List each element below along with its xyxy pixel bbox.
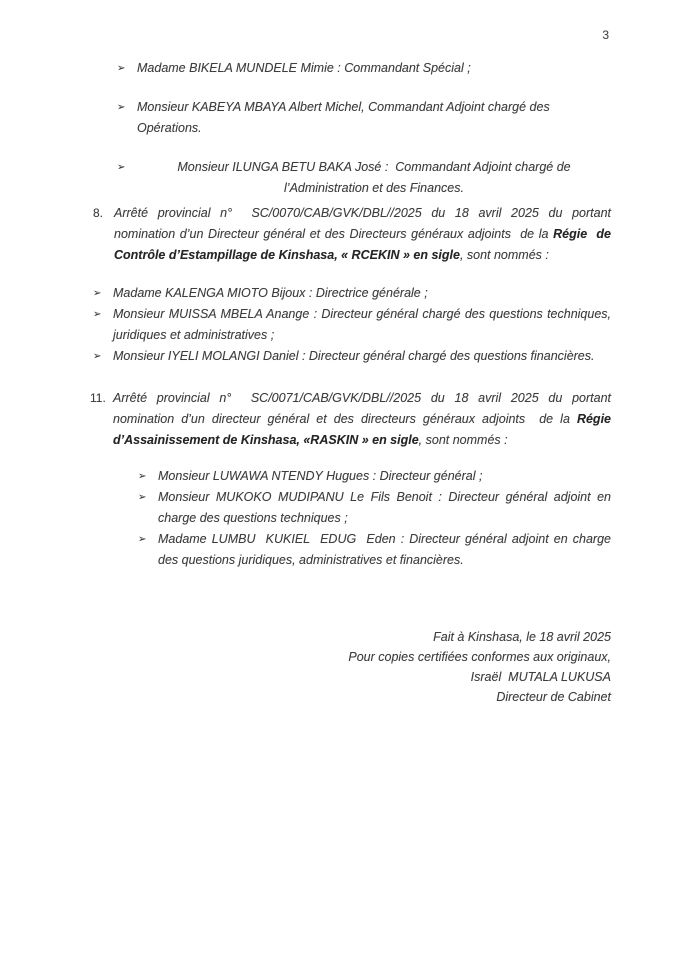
arrow-bullet-icon: ➢ <box>138 471 147 482</box>
section-11 <box>90 388 615 571</box>
arrow-bullet-icon: ➢ <box>93 309 102 320</box>
bullet-text: Monsieur KABEYA MBAYA Albert Michel, Commandant Adjoint chargé des Opérations. <box>137 100 554 135</box>
bullet-text: Monsieur MUISSA MBELA Anange : Directeur général chargé des questions techniques, juridiques et administratives ; <box>113 307 615 342</box>
closing-signatory-title: Directeur de Cabinet <box>496 690 611 704</box>
bullet-item <box>93 304 615 346</box>
section-8-paragraph <box>93 203 615 266</box>
closing-certification-line: Pour copies certifiées conformes aux originaux, <box>348 650 611 664</box>
section-8 <box>93 203 615 367</box>
bullet-item <box>93 283 611 304</box>
arrow-bullet-icon: ➢ <box>138 534 147 545</box>
section-11-list <box>138 466 615 571</box>
bullet-text: Monsieur ILUNGA BETU BAKA José : Commandant Adjoint chargé de l’Administration et des Finances. <box>177 160 575 195</box>
paragraph-text-bold: Régie d’Assainissement de Kinshasa, «RASKIN » en sigle <box>113 412 615 447</box>
bullet-item <box>138 487 615 529</box>
bullet-text: Monsieur LUWAWA NTENDY Hugues : Directeur général ; <box>158 469 483 483</box>
page-number: 3 <box>602 28 609 42</box>
bullet-text: Monsieur IYELI MOLANGI Daniel : Directeur général chargé des questions financières. <box>113 349 595 363</box>
bullet-item <box>138 529 615 571</box>
bullet-item <box>117 58 611 79</box>
arrow-bullet-icon: ➢ <box>117 63 126 74</box>
bullet-text: Madame LUMBU KUKIEL EDUG Eden : Directeur général adjoint en charge des questions juridiques, administratives et financières. <box>158 532 615 567</box>
arrow-bullet-icon: ➢ <box>117 162 126 173</box>
paragraph-text-regular: Arrêté provincial n° SC/0071/CAB/GVK/DBL//2025 du 18 avril 2025 du portant nomination d’un directeur général et des directeurs généraux adjoints de la <box>113 391 615 426</box>
arrow-bullet-icon: ➢ <box>117 102 126 113</box>
bullet-text: Madame BIKELA MUNDELE Mimie : Commandant Spécial ; <box>137 61 471 75</box>
paragraph-text-bold: Régie de Contrôle d’Estampillage de Kinshasa, « RCEKIN » en sigle <box>114 227 615 262</box>
bullet-item <box>117 157 611 199</box>
bullet-item <box>117 97 611 139</box>
bullet-item <box>93 346 611 367</box>
closing-date-line: Fait à Kinshasa, le 18 avril 2025 <box>433 630 611 644</box>
closing-signatory-name: Israël MUTALA LUKUSA <box>470 670 611 684</box>
paragraph-text-regular: , sont nommés : <box>418 433 508 447</box>
paragraph-text <box>113 388 615 451</box>
bullet-text: Monsieur MUKOKO MUDIPANU Le Fils Benoit : Directeur général adjoint en charge des questions techniques ; <box>158 490 615 525</box>
section-number: 11. <box>90 391 106 405</box>
section-number: 8. <box>93 206 104 220</box>
paragraph-text-regular: , sont nommés : <box>459 248 549 262</box>
arrow-bullet-icon: ➢ <box>93 351 102 362</box>
bullet-item <box>138 466 611 487</box>
paragraph-text <box>114 203 615 266</box>
closing-block <box>348 627 611 707</box>
arrow-bullet-icon: ➢ <box>93 288 102 299</box>
section-11-paragraph <box>90 388 615 451</box>
top-bullet-list <box>117 58 611 199</box>
arrow-bullet-icon: ➢ <box>138 492 147 503</box>
bullet-text: Madame KALENGA MIOTO Bijoux : Directrice générale ; <box>113 286 428 300</box>
paragraph-text-regular: Arrêté provincial n° SC/0070/CAB/GVK/DBL//2025 du 18 avril 2025 du portant nomination d’un Directeur général et des Directeurs généraux adjoints de la <box>114 206 615 241</box>
section-8-list <box>93 283 615 367</box>
